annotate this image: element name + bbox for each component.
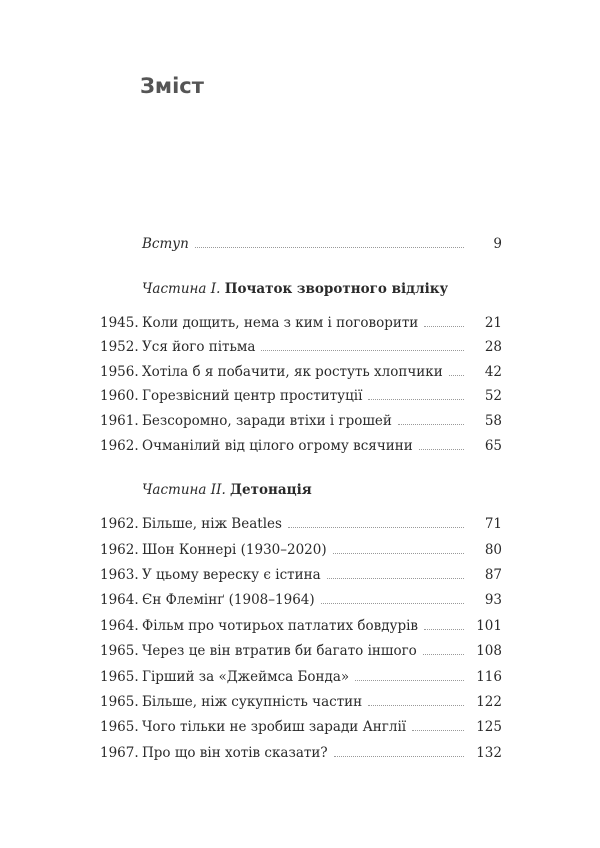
- entry-title: Очманілий від цілого огрому всячини: [142, 437, 413, 454]
- entry-year: 1965.: [100, 643, 139, 660]
- toc-entry[interactable]: [100, 669, 502, 694]
- leader-dots: [398, 424, 464, 425]
- leader-dots: [327, 578, 464, 579]
- leader-dots: [261, 350, 464, 351]
- entry-title: У цьому вереску є істина: [142, 566, 321, 583]
- entry-title: Вступ: [142, 236, 189, 252]
- entry-page: 65: [484, 437, 502, 454]
- part-title: Детонація: [230, 482, 312, 499]
- leader-dots: [412, 730, 464, 731]
- entry-year: 1961.: [100, 412, 139, 429]
- toc-part: [100, 281, 502, 463]
- entry-page: 80: [484, 541, 502, 558]
- part-heading: [100, 281, 502, 305]
- entry-year: 1962.: [100, 437, 139, 454]
- entry-year: 1945.: [100, 314, 139, 331]
- entry-year: 1956.: [100, 363, 139, 380]
- part-label: Частина I.: [142, 280, 221, 297]
- entry-title: Більше, ніж сукупність частин: [142, 693, 363, 710]
- entry-page: 58: [484, 412, 502, 429]
- leader-dots: [449, 375, 464, 376]
- toc-entry[interactable]: [100, 618, 502, 643]
- leader-dots: [424, 629, 464, 630]
- toc-entry[interactable]: [100, 413, 502, 438]
- part-title: Початок зворотного відліку: [224, 280, 449, 297]
- leader-dots: [368, 399, 464, 400]
- entry-page: 125: [476, 719, 502, 736]
- leader-dots: [419, 449, 464, 450]
- toc-entry[interactable]: [100, 438, 502, 463]
- entry-year: 1963.: [100, 566, 139, 583]
- entry-page: 108: [476, 643, 502, 660]
- entry-page: 93: [484, 592, 502, 609]
- entry-title: Єн Флемінґ (1908–1964): [142, 592, 315, 609]
- toc-entry[interactable]: [100, 719, 502, 744]
- toc-entry[interactable]: [100, 315, 502, 340]
- leader-dots: [321, 603, 464, 604]
- entry-page: 21: [484, 314, 502, 331]
- entry-title: Про що він хотів сказати?: [142, 744, 328, 761]
- leader-dots: [333, 553, 464, 554]
- entry-page: 52: [484, 388, 502, 405]
- entry-page: 116: [476, 668, 502, 685]
- entry-page: 101: [476, 617, 502, 634]
- entry-title: Через це він втратив би багато іншого: [142, 643, 417, 660]
- entry-year: 1960.: [100, 388, 139, 405]
- entry-title: Більше, ніж Beatles: [142, 516, 282, 533]
- toc-entry[interactable]: [100, 542, 502, 567]
- entry-title: Шон Коннері (1930–2020): [142, 541, 327, 558]
- entry-title: Чого тільки не зробиш заради Англії: [142, 719, 407, 736]
- entry-title: Уся його пітьма: [142, 339, 256, 356]
- entry-page: 28: [484, 339, 502, 356]
- toc-entry[interactable]: [100, 643, 502, 668]
- entry-title: Безсоромно, заради втіхи і грошей: [142, 412, 392, 429]
- toc-entry[interactable]: [100, 388, 502, 413]
- part-label: Частина II.: [142, 482, 226, 499]
- toc-entry[interactable]: [100, 592, 502, 617]
- toc-entry[interactable]: [100, 364, 502, 389]
- table-of-contents: [100, 236, 502, 770]
- toc-part: [100, 482, 502, 770]
- entry-page: 122: [476, 693, 502, 710]
- entry-page: 9: [493, 236, 502, 252]
- toc-entry[interactable]: [100, 694, 502, 719]
- entry-year: 1967.: [100, 744, 139, 761]
- leader-dots: [288, 527, 464, 528]
- entry-title: Гірший за «Джеймса Бонда»: [142, 668, 350, 685]
- entry-year: 1964.: [100, 592, 139, 609]
- entry-year: 1962.: [100, 516, 139, 533]
- leader-dots: [424, 326, 464, 327]
- entry-page: 132: [476, 744, 502, 761]
- leader-dots: [334, 756, 464, 757]
- entry-year: 1965.: [100, 668, 139, 685]
- entry-title: Фільм про чотирьох патлатих бовдурів: [142, 617, 419, 634]
- entry-page: 87: [484, 566, 502, 583]
- entry-title: Коли дощить, нема з ким і поговорити: [142, 314, 419, 331]
- toc-entry-intro[interactable]: [100, 236, 502, 261]
- toc-entry[interactable]: [100, 516, 502, 541]
- entry-year: 1962.: [100, 541, 139, 558]
- toc-entry[interactable]: [100, 339, 502, 364]
- entry-page: 42: [484, 363, 502, 380]
- entry-title: Горезвісний центр проституції: [142, 388, 363, 405]
- leader-dots: [423, 654, 464, 655]
- entry-page: 71: [484, 516, 502, 533]
- leader-dots: [355, 680, 464, 681]
- entry-year: 1952.: [100, 339, 139, 356]
- entry-year: 1964.: [100, 617, 139, 634]
- entry-year: 1965.: [100, 719, 139, 736]
- leader-dots: [368, 705, 464, 706]
- part-heading: [100, 482, 502, 506]
- leader-dots: [195, 247, 464, 248]
- toc-entry[interactable]: [100, 745, 502, 770]
- page-title: Зміст: [140, 74, 204, 98]
- entry-year: 1965.: [100, 693, 139, 710]
- toc-entry[interactable]: [100, 567, 502, 592]
- entry-title: Хотіла б я побачити, як ростуть хлопчики: [142, 363, 443, 380]
